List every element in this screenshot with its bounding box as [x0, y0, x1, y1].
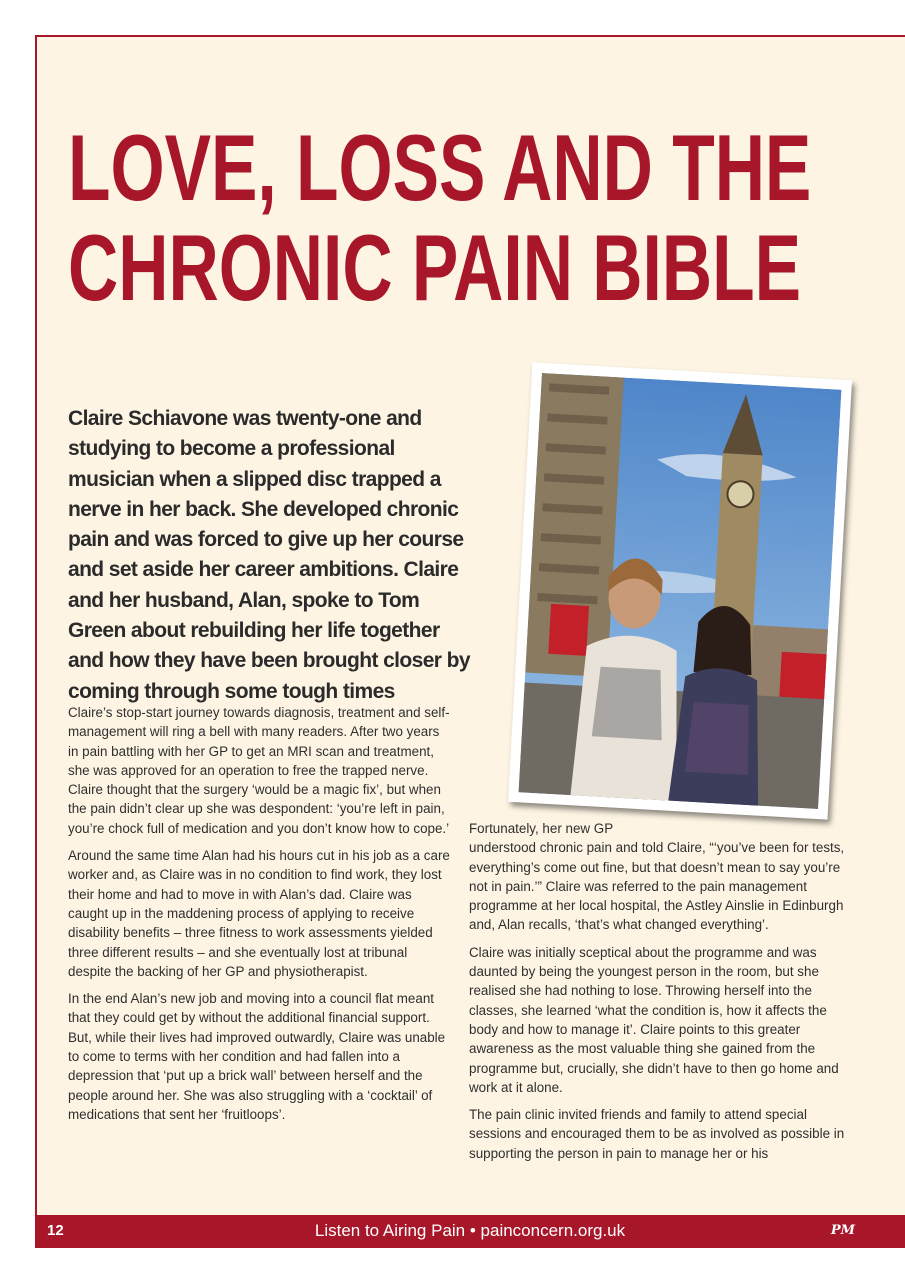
article-title	[68, 115, 812, 320]
footer-link-text: Listen to Airing Pain • painconcern.org.uk	[314, 1221, 626, 1240]
article-title-line-2: CHRONIC PAIN BIBLE	[68, 215, 801, 320]
page-number: 12	[47, 1222, 64, 1239]
article-standfirst: Claire Schiavone was twenty-one and studying to become a professional musician when a slipped disc trapped a nerve in her back. She developed chronic pain and was forced to give up her course and set aside her career ambitions. Claire and her husband, Alan, spoke to Tom Green about rebuilding her life together and how they have been brought closer by coming through some tough times	[68, 407, 470, 703]
article-body-left-column	[68, 703, 450, 1132]
article-photo	[508, 362, 852, 819]
photo-illustration	[519, 373, 842, 809]
article-title-line-1: LOVE, LOSS AND THE	[68, 115, 812, 220]
body-paragraph: In the end Alan’s new job and moving into a council flat meant that they could get by without the additional financial support. But, while their lives had improved outwardly, Claire was unable to come to terms with her condition and had fallen into a depression that ‘put up a brick wall’ between herself and the people around her. She was also struggling with a ‘cocktail’ of medications that sent her ‘fruitloops’.	[68, 991, 446, 1122]
page-footer	[35, 1215, 905, 1248]
article-body-right-column	[469, 819, 849, 1171]
footer-logo: PM	[830, 1223, 855, 1238]
body-paragraph: Claire’s stop-start journey towards diagnosis, treatment and self-management will ring a bell with many readers. After two years in pain battling with her GP to get an MRI scan and treatment, she was approved for an operation to free the trapped nerve. Claire thought that the surgery ‘would be a magic fix’, but when the pain didn’t clear up she was despondent: ‘you’re left in pain, you’re chock full of medication and you don’t know how to cope.’	[68, 705, 450, 836]
body-paragraph: Claire was initially sceptical about the programme and was daunted by being the youngest person in the room, but she realised she had nothing to lose. Throwing herself into the classes, she learned ‘what the condition is, how it affects the body and how to manage it’. Claire points to this greater awareness as the most valuable thing she gained from the programme but, crucially, she didn’t have to then go home and work at it alone.	[469, 944, 839, 1095]
body-continuation: understood chronic pain and told Claire, “‘you’ve been for tests, everything’s come out fine, but that doesn’t mean to say you’re not in pain.’” Claire was referred to the pain management programme at her local hospital, the Astley Ainslie in Edinburgh and, Alan recalls, ‘that’s what changed everything’.	[469, 840, 845, 933]
body-first-line: Fortunately, her new GP	[469, 821, 614, 836]
body-paragraph: Around the same time Alan had his hours cut in his job as a care worker and, as Claire was in no condition to find work, they lost their home and had to move in with Alan’s dad. Claire was caught up in the maddening process of applying to receive disability benefits – three fitness to work assessments yielded three different results – and she eventually lost at tribunal despite the backing of her GP and physiotherapist.	[68, 848, 450, 979]
body-paragraph	[469, 819, 849, 935]
body-paragraph: The pain clinic invited friends and family to attend special sessions and encouraged them to be as involved as possible in supporting the person in pain to manage her or his	[469, 1107, 845, 1161]
